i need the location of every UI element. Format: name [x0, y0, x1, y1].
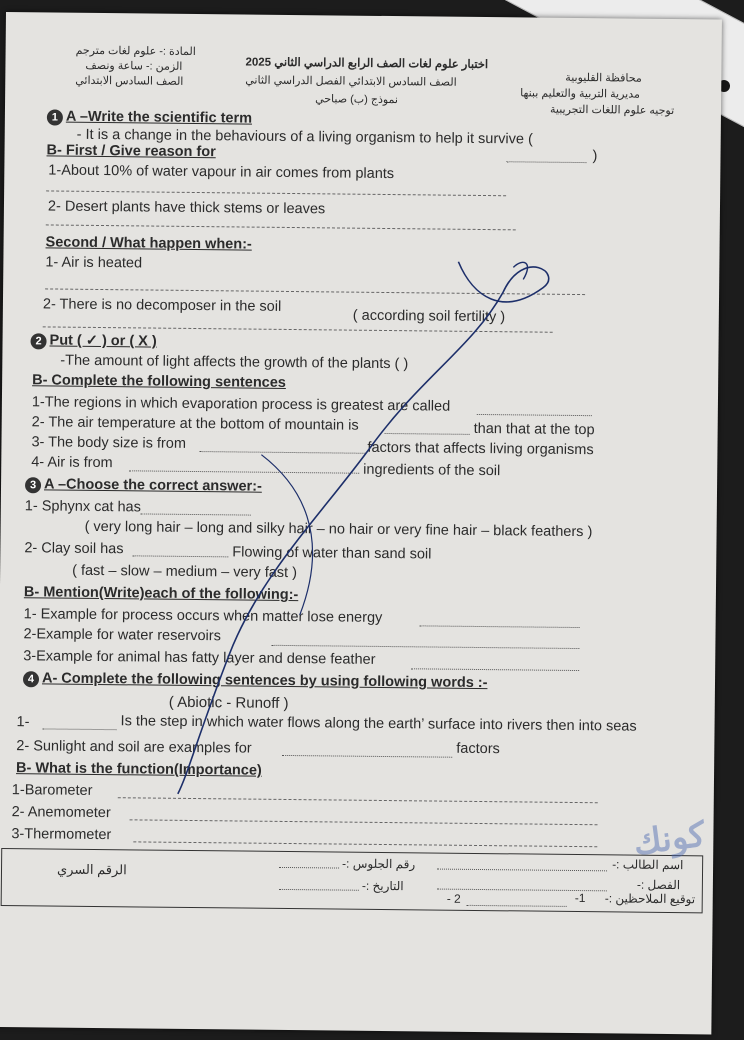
q3-a-item-2-options: ( fast – slow – medium – very fast ) — [72, 562, 298, 582]
q2-a-heading: Put ( ✓ ) or ( X ) — [49, 332, 157, 350]
header-supervision: توجيه علوم اللغات التجريبية — [549, 103, 675, 118]
q3-a-item-1: 1- Sphynx cat has — [24, 498, 141, 516]
q4-b-item-2: 2- Anemometer — [11, 804, 111, 822]
exam-sheet — [0, 12, 722, 1034]
class-label: الفصل :- — [636, 877, 681, 893]
header-grade-center: الصف السادس الابتدائي الفصل الدراسي الثاني — [245, 74, 457, 89]
seat-number-label: رقم الجلوس :- — [342, 856, 416, 872]
pen-marks — [0, 12, 722, 1034]
q4-number: 4 — [23, 671, 39, 687]
q2-b-item-2-start: 2- The air temperature at the bottom of mountain is — [31, 414, 359, 434]
q3-b-item-3: 3-Example for animal has fatty layer and dense feather — [23, 648, 376, 668]
q1-a-heading: A –Write the scientific term — [65, 108, 253, 127]
q2-b-item-4-end: ingredients of the soil — [363, 461, 501, 480]
q1-c-item-2: 2- There is no decomposer in the soil — [42, 296, 282, 315]
q4-b-title: B- What is the function(Importance) — [15, 760, 262, 779]
q1-a-item-1: - It is a change in the behaviours of a living organism to help it survive ( — [76, 126, 533, 148]
q4-b-item-1: 1-Barometer — [11, 782, 93, 799]
q2-b-title: B- Complete the following sentences — [32, 372, 286, 391]
watermark-stamp: كونك — [631, 815, 708, 863]
q1-b-item-2: 2- Desert plants have thick stems or leaves — [47, 198, 326, 218]
q2-b-item-1: 1-The regions in which evaporation process is greatest are called — [31, 394, 451, 415]
q2-b-item-2-end: than that at the top — [473, 420, 595, 439]
q3-b-item-1: 1- Example for process occurs when matter lose energy — [23, 606, 383, 626]
q3-number: 3 — [25, 477, 41, 493]
q4-a-item-2-end: factors — [456, 740, 500, 758]
signature-1-index: -1 — [574, 891, 586, 906]
q4-word-bank: ( Abiotic - Runoff ) — [168, 693, 289, 712]
header-directorate: مديرية التربية والتعليم ببنها — [520, 87, 640, 101]
q4-a-item-1-end: Is the step in which water flows along the earth’ surface into rivers then into seas — [120, 713, 637, 735]
pen-stroke — [260, 455, 314, 616]
q3-b-item-2: 2-Example for water reservoirs — [23, 626, 221, 645]
header-model: نموذج (ب) صباحي — [315, 93, 399, 107]
q3-a-item-2-end: Flowing of water than sand soil — [232, 544, 432, 563]
signature-2-index: - 2 — [446, 891, 461, 906]
header-governorate: محافظة القليوبية — [565, 71, 642, 85]
q2-a-item-1: -The amount of light affects the growth of the plants ( ) — [60, 352, 409, 373]
q1-c-item-1: 1- Air is heated — [45, 254, 143, 272]
q2-b-item-3-end: factors that affects living organisms — [367, 439, 594, 459]
signature-label: توقيع الملاحظين :- — [604, 891, 696, 907]
q1-b-title: B- First / Give reason for — [46, 142, 216, 161]
header-grade-left: الصف السادس الابتدائي — [75, 74, 184, 88]
q1-number: 1 — [47, 109, 63, 125]
header-subject: المادة :- علوم لغات مترجم — [75, 44, 196, 58]
q4-a-heading: A- Complete the following sentences by using following words :- — [41, 670, 488, 692]
q4-b-item-3: 3-Thermometer — [11, 826, 112, 844]
q3-a-heading: A –Choose the correct answer:- — [43, 476, 262, 495]
pen-stroke — [178, 259, 549, 798]
q2-number: 2 — [30, 333, 46, 349]
q3-b-title: B- Mention(Write)each of the following:- — [23, 584, 299, 604]
q2-b-item-3-start: 3- The body size is from — [31, 434, 187, 452]
q2-b-item-4-start: 4- Air is from — [31, 454, 113, 472]
q1-c-item-2-note: ( according soil fertility ) — [352, 307, 506, 326]
q3-a-item-2-start: 2- Clay soil has — [24, 540, 124, 558]
q1-a-item-1-close: ) — [592, 148, 598, 165]
header-time: الزمن :- ساعة ونصف — [85, 59, 183, 73]
q1-c-title: Second / What happen when:- — [45, 234, 252, 253]
q3-a-item-1-options: ( very long hair – long and silky hair – no hair or very fine hair – black feathers ) — [84, 518, 593, 541]
student-name-label: اسم الطالب :- — [612, 857, 684, 873]
q1-b-item-1: 1-About 10% of water vapour in air comes from plants — [48, 162, 395, 183]
exam-title: اختبار علوم لغات الصف الرابع الدراسي الثاني 2025 — [245, 56, 489, 72]
serial-number-label: الرقم السري — [56, 861, 127, 878]
q4-a-item-1-start: 1- — [16, 714, 30, 731]
date-label: التاريخ :- — [361, 878, 404, 894]
q4-a-item-2-start: 2- Sunlight and soil are examples for — [16, 738, 252, 757]
